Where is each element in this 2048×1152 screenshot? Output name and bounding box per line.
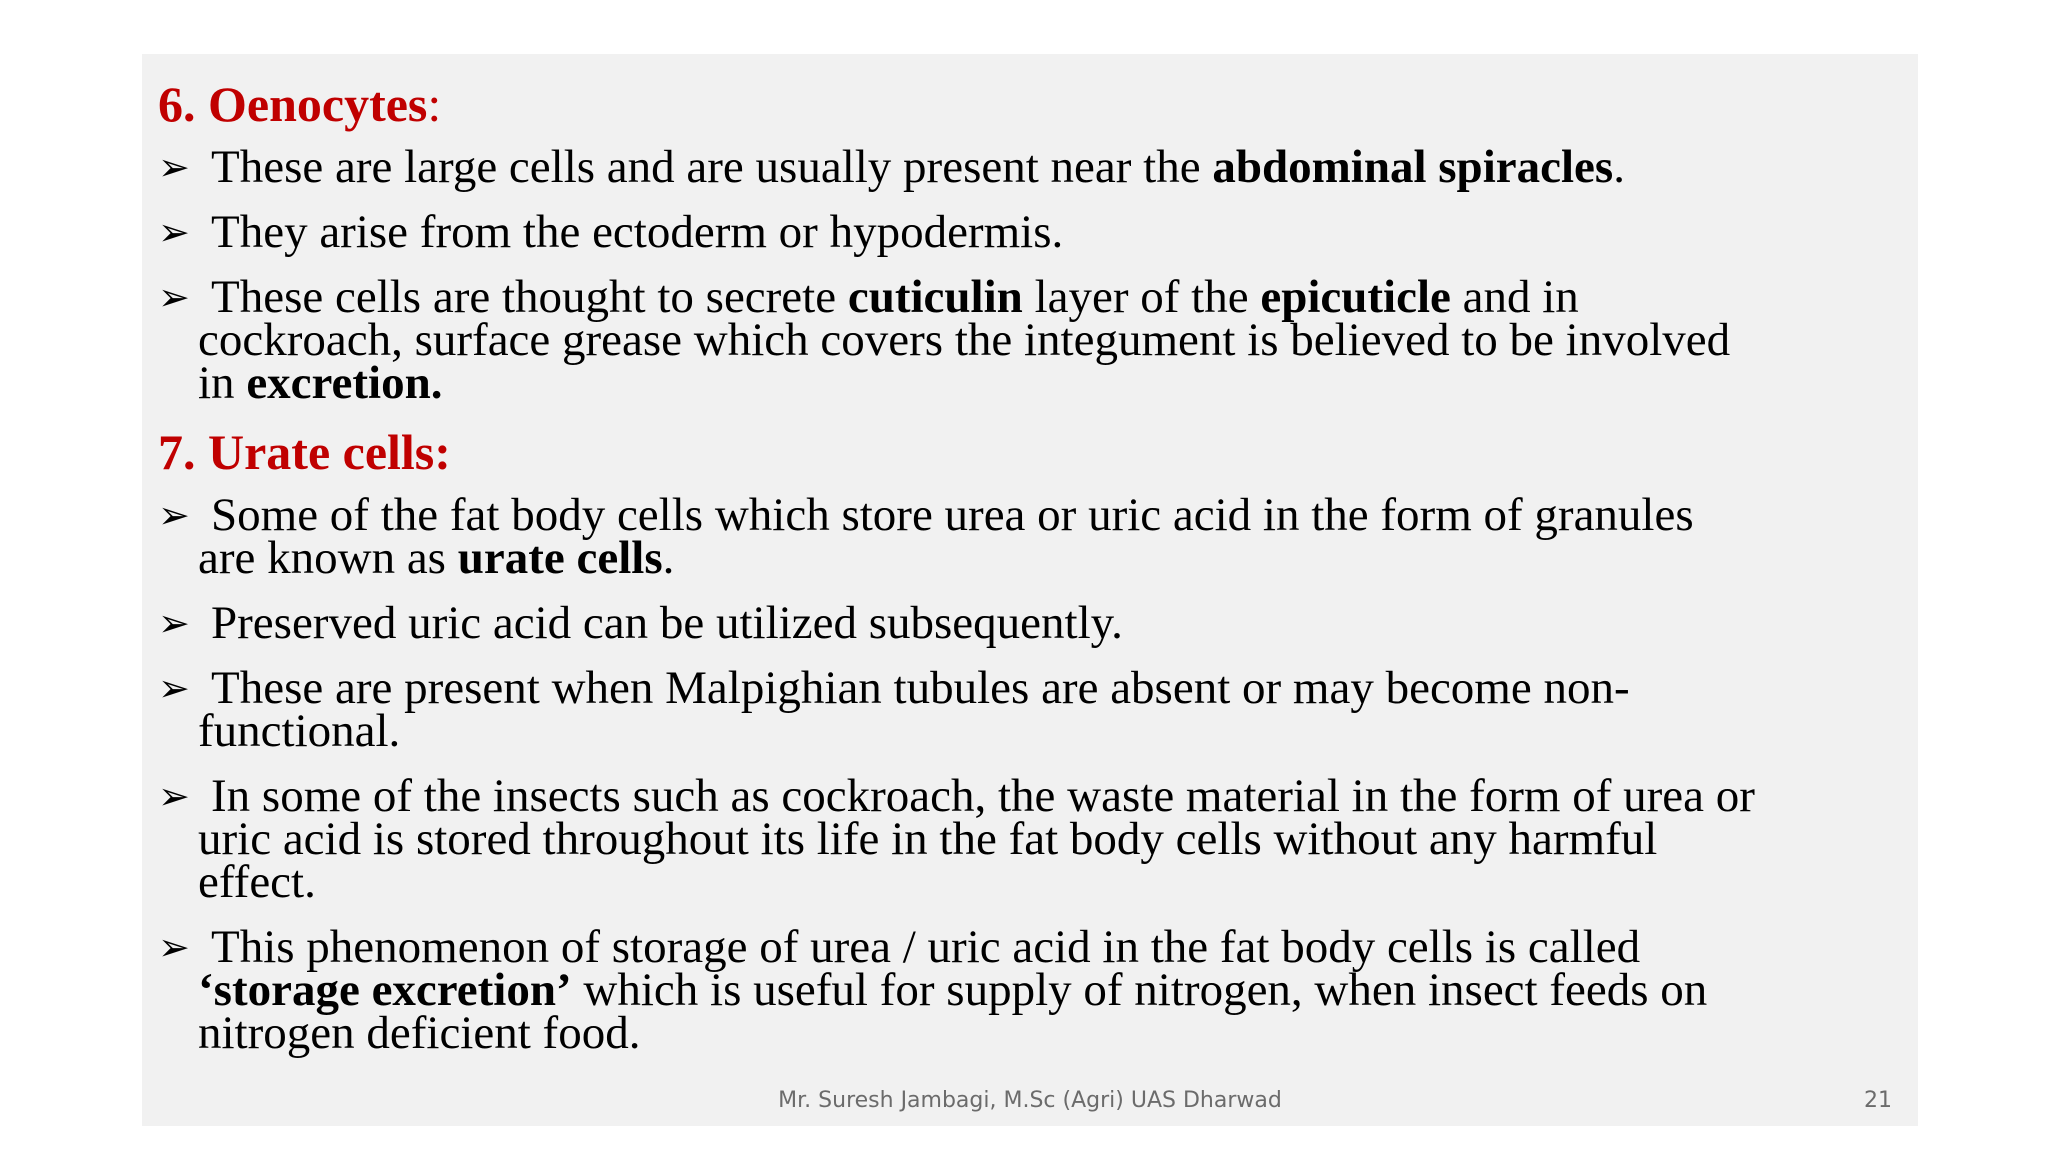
text-run: .: [1613, 141, 1625, 193]
bullet-line: [158, 489, 1898, 541]
bold-term: cuticulin: [847, 271, 1023, 323]
bullet-item: [158, 271, 1898, 409]
bullet-item: [158, 770, 1898, 908]
text-run: Preserved uric acid can be utilized subsequently.: [211, 597, 1123, 649]
bullet-item: [158, 489, 1898, 584]
heading-urate-cells: [158, 426, 451, 478]
arrowhead-bullet-icon: ➢: [158, 601, 190, 645]
arrowhead-bullet-icon: ➢: [158, 774, 190, 818]
slide: [142, 54, 1918, 1126]
text-run: cockroach, surface grease which covers the integument is believed to be involved: [198, 314, 1731, 366]
text-run: layer of the: [1022, 271, 1261, 323]
bullet-item: [158, 206, 1898, 258]
text-run: .: [662, 532, 675, 584]
bullet-line: [158, 705, 1898, 757]
bullet-line: [158, 532, 1898, 584]
text-run: In some of the insects such as cockroach, the waste material in the form of urea or: [211, 770, 1755, 822]
bullet-line: [158, 141, 1898, 193]
bullet-line: [158, 921, 1898, 973]
text-run: These cells are thought to secrete: [211, 271, 848, 323]
text-run: are known as: [198, 532, 458, 584]
bold-term: ‘storage excretion’: [198, 964, 572, 1016]
arrowhead-bullet-icon: ➢: [158, 925, 190, 969]
bold-term: abdominal spiracles: [1212, 141, 1614, 193]
text-run: Some of the fat body cells which store urea or uric acid in the form of granules: [211, 489, 1694, 541]
arrowhead-bullet-icon: ➢: [158, 145, 190, 189]
bullet-item: [158, 662, 1898, 757]
bullet-line: [158, 1007, 1898, 1059]
bold-term: excretion.: [246, 357, 443, 409]
text-run: effect.: [198, 856, 316, 908]
bullet-line: [158, 813, 1898, 865]
text-run: which is useful for supply of nitrogen, when insect feeds on: [571, 964, 1708, 1016]
bold-term: epicuticle: [1260, 271, 1451, 323]
bullet-line: [158, 964, 1898, 1016]
bullet-item: [158, 597, 1898, 649]
footer-author: Mr. Suresh Jambagi, M.Sc (Agri) UAS Dharwad: [778, 1088, 1282, 1113]
text-run: They arise from the ectoderm or hypodermis.: [211, 206, 1064, 258]
arrowhead-bullet-icon: ➢: [158, 666, 190, 710]
arrowhead-bullet-icon: ➢: [158, 275, 190, 319]
arrowhead-bullet-icon: ➢: [158, 210, 190, 254]
bullet-line: [158, 662, 1898, 714]
bullet-item: [158, 141, 1898, 193]
bullet-line: [158, 357, 1898, 409]
text-run: in: [198, 357, 247, 409]
heading-urate-cells-text: 7. Urate cells:: [158, 424, 451, 480]
text-run: This phenomenon of storage of urea / uric acid in the fat body cells is called: [211, 921, 1641, 973]
text-run: nitrogen deficient food.: [198, 1007, 641, 1059]
bullet-line: [158, 856, 1898, 908]
bullet-line: [158, 597, 1898, 649]
text-run: and in: [1450, 271, 1579, 323]
bullet-line: [158, 314, 1898, 366]
text-run: These are present when Malpighian tubules are absent or may become non-: [211, 662, 1630, 714]
text-run: These are large cells and are usually present near the: [211, 141, 1213, 193]
heading-oenocytes-colon: :: [427, 76, 442, 132]
bullet-item: [158, 921, 1898, 1059]
arrowhead-bullet-icon: ➢: [158, 493, 190, 537]
bullet-line: [158, 770, 1898, 822]
bullet-line: [158, 271, 1898, 323]
text-run: functional.: [198, 705, 401, 757]
bold-term: urate cells: [457, 532, 663, 584]
heading-oenocytes: [158, 78, 441, 130]
heading-oenocytes-text: 6. Oenocytes: [158, 76, 428, 132]
bullet-line: [158, 206, 1898, 258]
page-number: 21: [1864, 1088, 1892, 1113]
text-run: uric acid is stored throughout its life in the fat body cells without any harmful: [198, 813, 1658, 865]
